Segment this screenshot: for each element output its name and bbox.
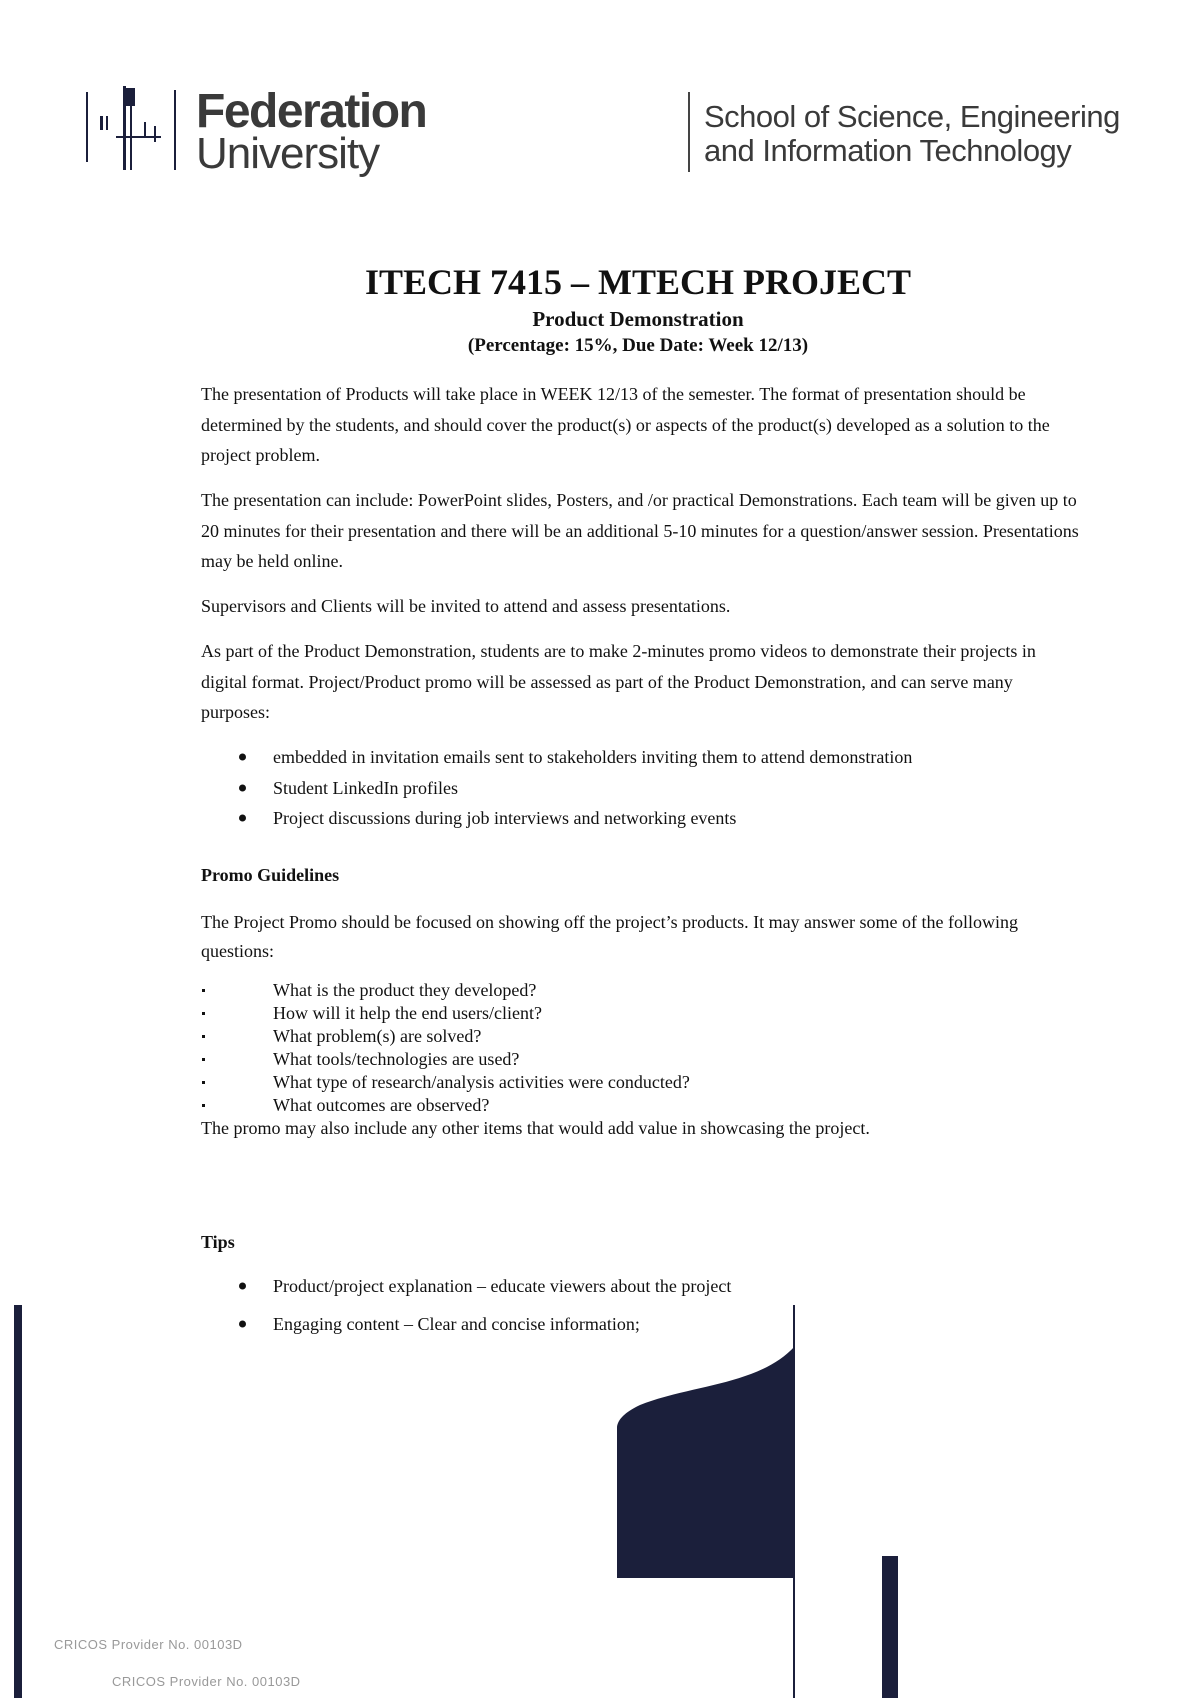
paragraph-4-text: As part of the Product Demonstration, students are to make 2-minutes promo videos to demonstrate their projects in digital format. Project/Product promo will be assessed as part of the Product Demonstration, and can serve many purposes: — [201, 641, 1036, 722]
document-percentage-due: (Percentage: 15%, Due Date: Week 12/13) — [467, 335, 809, 356]
school-name — [704, 100, 1120, 168]
logo-wordmark-federation: Federation — [196, 85, 427, 138]
list-item: What outcomes are observed? — [201, 1094, 1081, 1117]
right-navy-bar — [882, 1556, 898, 1698]
header-divider — [688, 92, 690, 172]
list-item: Engaging content – Clear and concise information; — [201, 1305, 1081, 1343]
promo-guidelines-heading: Promo Guidelines — [201, 865, 340, 885]
federation-university-logo — [86, 86, 446, 182]
document-title: ITECH 7415 – MTECH PROJECT — [364, 262, 912, 302]
list-item: What type of research/analysis activities were conducted? — [201, 1071, 1081, 1094]
paragraph-1-text: The presentation of Products will take place in WEEK 12/13 of the semester. The format of presentation should be determined by the students, and should cover the product(s) or aspects of the product(s) developed as a solution to the project problem. — [201, 384, 1050, 465]
tips-heading: Tips — [201, 1232, 235, 1252]
tips-list — [201, 1267, 1081, 1343]
paragraph-promo-videos — [201, 636, 1081, 728]
list-item: What is the product they developed? — [201, 979, 1081, 1002]
list-item: What tools/technologies are used? — [201, 1048, 1081, 1071]
list-item: Product/project explanation – educate viewers about the project — [201, 1267, 1081, 1305]
school-name-line1: School of Science, Engineering — [704, 99, 1120, 134]
paragraph-2-text: The presentation can include: PowerPoint slides, Posters, and /or practical Demonstrations. Each team will be given up to 20 minutes for their presentation and there will be an additional 5-10 minutes for a question/answer session. Presentations may be held online. — [201, 490, 1079, 571]
paragraph-promo-intro — [201, 908, 1081, 966]
promo-outro-text: The promo may also include any other items that would add value in showcasing the project. — [201, 1118, 870, 1138]
promo-intro-text: The Project Promo should be focused on showing off the project’s products. It may answer some of the following questions: — [201, 912, 1019, 961]
left-navy-bar — [14, 1305, 22, 1698]
paragraph-promo-outro — [201, 1117, 1081, 1140]
purposes-list — [201, 742, 1081, 834]
list-item: What problem(s) are solved? — [201, 1025, 1081, 1048]
center-thin-line — [793, 1305, 795, 1698]
list-item: Project discussions during job interviews and networking events — [201, 803, 1081, 834]
paragraph-3-text: Supervisors and Clients will be invited to attend and assess presentations. — [201, 596, 731, 616]
paragraph-presentation-format — [201, 485, 1081, 577]
list-item: Student LinkedIn profiles — [201, 773, 1081, 804]
logo-wordmark-university: University — [196, 129, 380, 178]
list-item: embedded in invitation emails sent to stakeholders inviting them to attend demonstration — [201, 742, 1081, 773]
cricos-provider-number-secondary: CRICOS Provider No. 00103D — [112, 1674, 301, 1689]
paragraph-assessors — [201, 591, 1081, 622]
logo-mark-icon — [86, 86, 176, 176]
document-subtitle: Product Demonstration — [532, 307, 744, 331]
school-name-line2: and Information Technology — [704, 133, 1072, 168]
paragraph-presentation-schedule — [201, 379, 1081, 471]
list-item: How will it help the end users/client? — [201, 1002, 1081, 1025]
navy-wave-shape — [617, 1346, 795, 1578]
promo-questions-list — [201, 979, 1081, 1117]
cricos-provider-number: CRICOS Provider No. 00103D — [54, 1637, 243, 1652]
